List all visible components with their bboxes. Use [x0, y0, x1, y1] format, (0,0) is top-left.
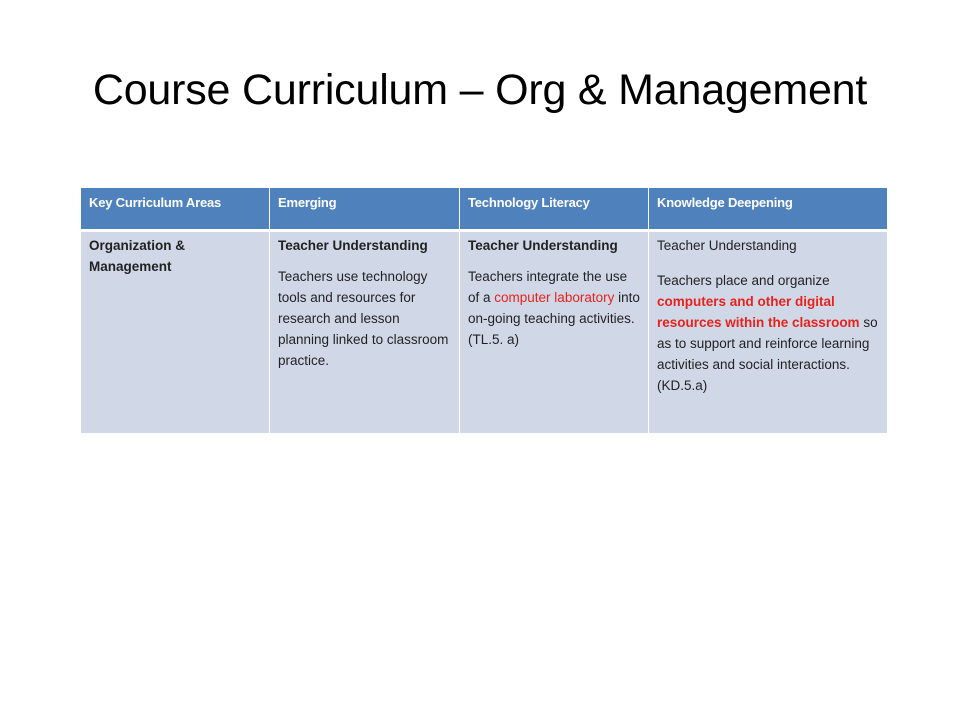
cell-technology-literacy — [460, 230, 649, 433]
cell-emerging — [270, 230, 460, 433]
knowledge-deepening-body — [657, 270, 879, 396]
technology-literacy-heading: Teacher Understanding — [468, 237, 618, 253]
technology-literacy-body — [468, 266, 640, 350]
curriculum-table — [80, 188, 888, 433]
knowledge-deepening-body-before: Teachers place and organize — [657, 272, 830, 288]
cell-knowledge-deepening — [649, 230, 888, 433]
knowledge-deepening-heading: Teacher Understanding — [657, 237, 797, 253]
technology-literacy-body-before: Teachers integrate the use of a — [468, 268, 628, 305]
table-header-row — [81, 188, 888, 230]
header-technology-literacy: Technology Literacy — [460, 188, 649, 230]
header-emerging: Emerging — [270, 188, 460, 230]
technology-literacy-body-after: into on-going teaching activities. (TL.5. a) — [468, 289, 640, 347]
knowledge-deepening-highlight: computers and other digital resources within the classroom — [657, 293, 860, 330]
knowledge-deepening-body-after: so as to support and reinforce learning activities and social interactions. (KD.5.a) — [657, 314, 878, 393]
area-label: Organization & Management — [89, 237, 186, 274]
emerging-body: Teachers use technology tools and resources for research and lesson planning linked to classroom practice. — [278, 268, 449, 368]
slide-title: Course Curriculum – Org & Management — [92, 66, 868, 114]
cell-area — [81, 230, 270, 433]
header-key-curriculum-areas: Key Curriculum Areas — [81, 188, 270, 230]
table-row — [81, 230, 888, 433]
header-knowledge-deepening: Knowledge Deepening — [649, 188, 888, 230]
technology-literacy-highlight: computer laboratory — [494, 289, 615, 305]
emerging-heading: Teacher Understanding — [278, 237, 428, 253]
